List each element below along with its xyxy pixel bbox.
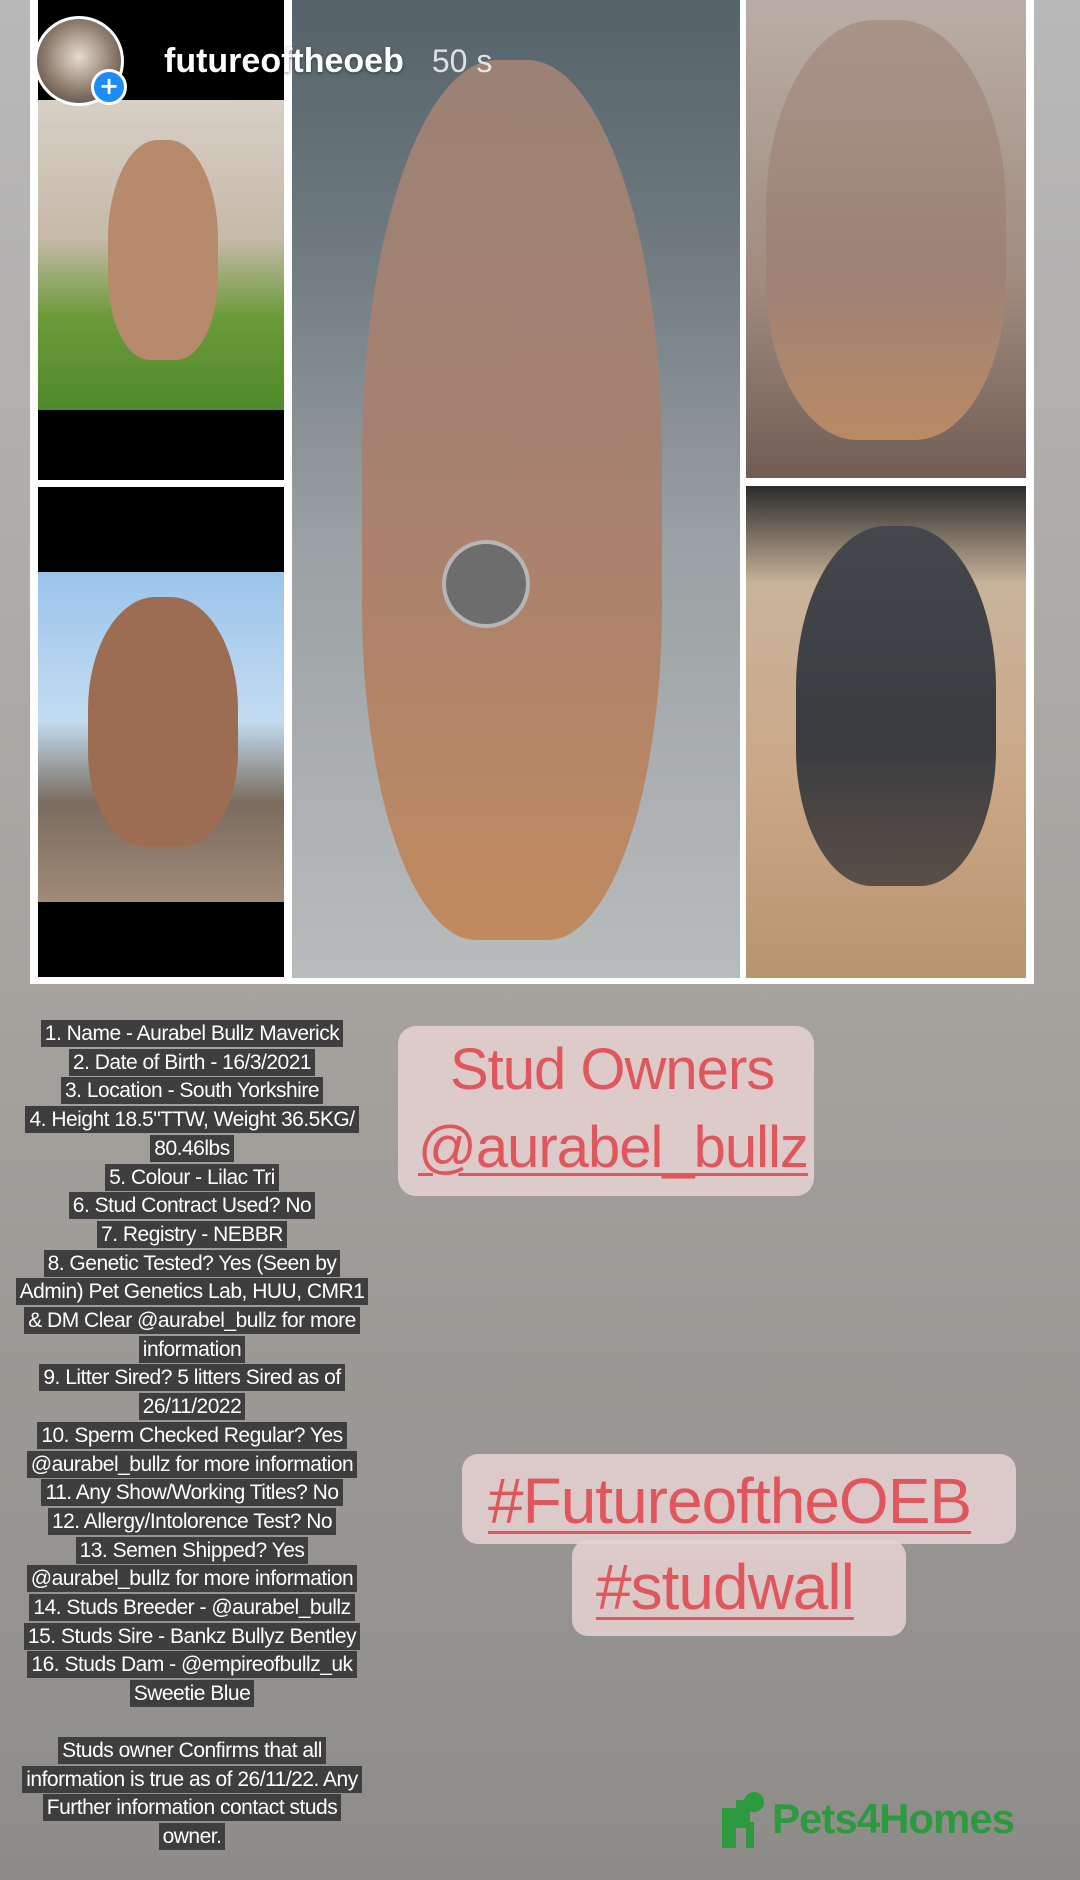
photo-dog-sitting [746, 486, 1026, 978]
info-line: Admin) Pet Genetics Lab, HUU, CMR1 [12, 1278, 372, 1307]
info-line: information [12, 1336, 372, 1365]
photo-dog-standing-sky [38, 487, 284, 977]
info-line: 12. Allergy/Intolorence Test? No [12, 1508, 372, 1537]
pets4homes-logo-icon [718, 1790, 766, 1848]
info-line: 1. Name - Aurabel Bullz Maverick [12, 1020, 372, 1049]
add-story-plus-icon[interactable]: + [91, 69, 127, 105]
info-line: 26/11/2022 [12, 1393, 372, 1422]
info-line: 80.46lbs [12, 1135, 372, 1164]
pets4homes-text: Pets4Homes [772, 1795, 1015, 1842]
info-line: @aurabel_bullz for more information [12, 1451, 372, 1480]
info-line: 16. Studs Dam - @empireofbullz_uk [12, 1651, 372, 1680]
stud-info-list [12, 1020, 372, 1852]
info-line: 13. Semen Shipped? Yes [12, 1537, 372, 1566]
info-line: 9. Litter Sired? 5 litters Sired as of [12, 1364, 372, 1393]
hashtag-futureoftheoeb[interactable]: #FutureoftheOEB [488, 1465, 972, 1537]
info-line: 7. Registry - NEBBR [12, 1221, 372, 1250]
photo-dog-face-closeup [746, 0, 1026, 478]
stud-owners-label: Stud Owners [450, 1037, 775, 1102]
story-timestamp: 50 s [431, 42, 493, 79]
info-line: 10. Sperm Checked Regular? Yes [12, 1422, 372, 1451]
info-line: 3. Location - South Yorkshire [12, 1077, 372, 1106]
info-line: 4. Height 18.5"TTW, Weight 36.5KG/ [12, 1106, 372, 1135]
info-line: 5. Colour - Lilac Tri [12, 1164, 372, 1193]
stud-owners-sticker [398, 1026, 814, 1196]
story-username[interactable]: futureoftheoeb [164, 41, 404, 80]
story-header [34, 16, 492, 106]
info-line: 15. Studs Sire - Bankz Bullyz Bentley [12, 1623, 372, 1652]
stud-owners-mention[interactable]: @aurabel_bullz [418, 1115, 808, 1180]
hashtags-sticker [462, 1454, 1016, 1650]
footer-line: Further information contact studs [12, 1794, 372, 1823]
photo-dog-with-medal [292, 0, 740, 978]
footer-line: information is true as of 26/11/22. Any [12, 1766, 372, 1795]
hashtag-studwall[interactable]: #studwall [596, 1551, 854, 1623]
info-line: 8. Genetic Tested? Yes (Seen by [12, 1250, 372, 1279]
info-line: Sweetie Blue [12, 1680, 372, 1709]
info-line: 6. Stud Contract Used? No [12, 1192, 372, 1221]
info-line: 2. Date of Birth - 16/3/2021 [12, 1049, 372, 1078]
pets4homes-watermark [718, 1790, 1014, 1848]
profile-avatar[interactable] [34, 16, 124, 106]
footer-line: Studs owner Confirms that all [12, 1737, 372, 1766]
photo-collage [30, 0, 1034, 984]
info-line: & DM Clear @aurabel_bullz for more [12, 1307, 372, 1336]
footer-line: owner. [12, 1823, 372, 1852]
info-line: @aurabel_bullz for more information [12, 1565, 372, 1594]
info-line: 11. Any Show/Working Titles? No [12, 1479, 372, 1508]
info-line: 14. Studs Breeder - @aurabel_bullz [12, 1594, 372, 1623]
